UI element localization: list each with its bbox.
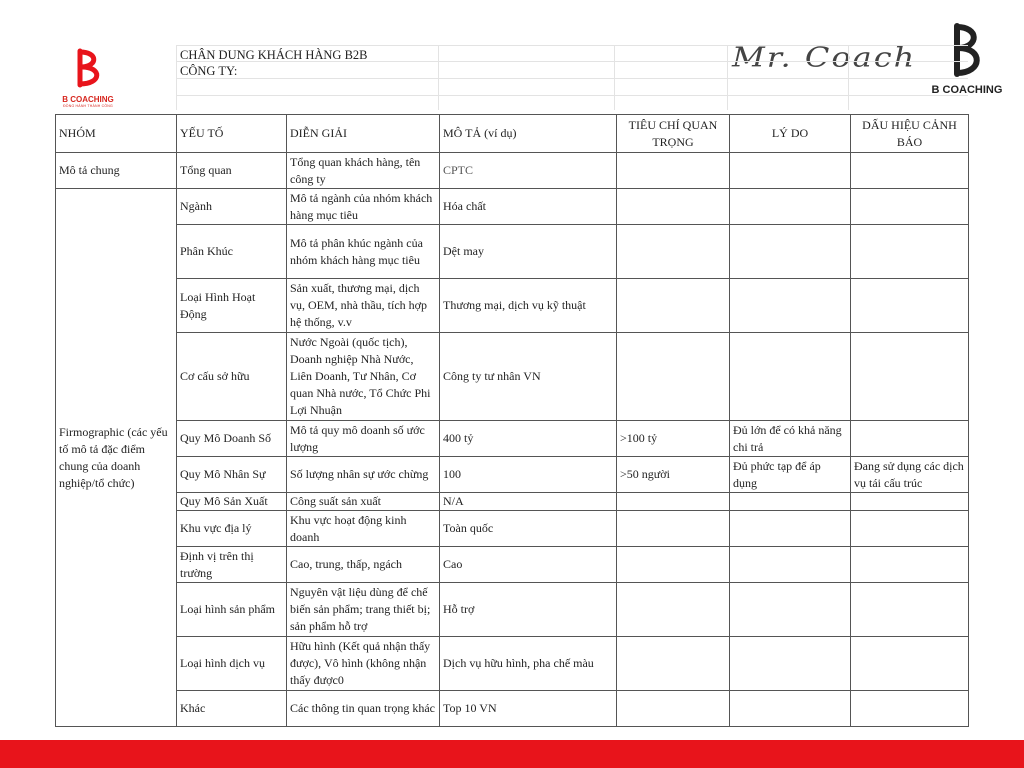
table-row <box>56 225 969 279</box>
cell-criteria <box>617 189 730 225</box>
cell-warning <box>851 691 969 727</box>
footer-red-bar <box>0 740 1024 768</box>
table-row <box>56 511 969 547</box>
cell-explanation: Nước Ngoài (quốc tịch), Doanh nghiệp Nhà Nước, Liên Doanh, Tư Nhân, Cơ quan Nhà nước, Tổ Chức Phi Lợi Nhuận <box>287 333 440 421</box>
cell-explanation: Công suất sản xuất <box>287 493 440 511</box>
cell-warning <box>851 583 969 637</box>
company-label: CÔNG TY: <box>180 64 238 78</box>
cell-warning <box>851 637 969 691</box>
cell-example: 100 <box>440 457 617 493</box>
cell-criteria <box>617 225 730 279</box>
cell-warning <box>851 225 969 279</box>
cell-example: Top 10 VN <box>440 691 617 727</box>
customer-profile-table <box>55 114 969 727</box>
cell-explanation: Mô tả quy mô doanh số ước lượng <box>287 421 440 457</box>
signature: Mr. Coach <box>732 41 917 74</box>
cell-reason <box>730 225 851 279</box>
cell-explanation: Mô tả ngành của nhóm khách hàng mục tiêu <box>287 189 440 225</box>
cell-criteria <box>617 637 730 691</box>
cell-example: Toàn quốc <box>440 511 617 547</box>
table-row <box>56 189 969 225</box>
cell-warning <box>851 421 969 457</box>
table-row <box>56 279 969 333</box>
cell-criteria: >50 người <box>617 457 730 493</box>
cell-example: Hóa chất <box>440 189 617 225</box>
cell-group: Mô tả chung <box>56 153 177 189</box>
cell-warning <box>851 547 969 583</box>
cell-criteria <box>617 153 730 189</box>
cell-reason <box>730 189 851 225</box>
col-header-criteria: TIÊU CHÍ QUAN TRỌNG <box>617 115 730 153</box>
cell-example: CPTC <box>440 153 617 189</box>
cell-factor: Cơ cấu sở hữu <box>177 333 287 421</box>
col-header-warning: DẤU HIỆU CẢNH BÁO <box>851 115 969 153</box>
cell-warning <box>851 279 969 333</box>
cell-reason <box>730 493 851 511</box>
col-header-reason: LÝ DO <box>730 115 851 153</box>
cell-warning <box>851 493 969 511</box>
cell-factor: Loại hình sản phẩm <box>177 583 287 637</box>
cell-example: N/A <box>440 493 617 511</box>
cell-warning <box>851 189 969 225</box>
cell-explanation: Mô tả phân khúc ngành của nhóm khách hàng mục tiêu <box>287 225 440 279</box>
table-row <box>56 547 969 583</box>
left-brand-tagline: ĐỒNG HÀNH THÀNH CÔNG <box>63 104 113 108</box>
cell-factor: Loại Hình Hoạt Động <box>177 279 287 333</box>
cell-criteria <box>617 511 730 547</box>
cell-factor: Loại hình dịch vụ <box>177 637 287 691</box>
table-row <box>56 457 969 493</box>
cell-explanation: Nguyên vật liệu dùng để chế biến sản phẩm; trang thiết bị; sản phẩm hỗ trợ <box>287 583 440 637</box>
cell-warning <box>851 153 969 189</box>
table-row <box>56 583 969 637</box>
col-header-group: NHÓM <box>56 115 177 153</box>
cell-example: Hỗ trợ <box>440 583 617 637</box>
cell-reason <box>730 279 851 333</box>
b-coaching-logo-icon <box>68 48 108 88</box>
cell-explanation: Sản xuất, thương mại, dịch vụ, OEM, nhà thầu, tích hợp hệ thống, v.v <box>287 279 440 333</box>
cell-example: Dệt may <box>440 225 617 279</box>
table-row-overview <box>56 153 969 189</box>
cell-criteria <box>617 279 730 333</box>
cell-criteria <box>617 493 730 511</box>
col-header-explanation: DIỄN GIẢI <box>287 115 440 153</box>
cell-reason: Đủ phức tạp để áp dụng <box>730 457 851 493</box>
cell-criteria <box>617 691 730 727</box>
cell-factor: Quy Mô Sản Xuất <box>177 493 287 511</box>
cell-reason <box>730 547 851 583</box>
col-header-factor: YẾU TỐ <box>177 115 287 153</box>
page-title: CHÂN DUNG KHÁCH HÀNG B2B <box>180 48 368 62</box>
cell-reason <box>730 583 851 637</box>
cell-explanation: Hữu hình (Kết quả nhận thấy được), Vô hình (không nhận thấy được0 <box>287 637 440 691</box>
table-row <box>56 691 969 727</box>
cell-reason <box>730 333 851 421</box>
cell-warning <box>851 511 969 547</box>
cell-explanation: Khu vực hoạt động kinh doanh <box>287 511 440 547</box>
cell-reason <box>730 511 851 547</box>
cell-reason <box>730 153 851 189</box>
cell-factor: Quy Mô Doanh Số <box>177 421 287 457</box>
cell-example: Thương mại, dịch vụ kỹ thuật <box>440 279 617 333</box>
cell-explanation: Cao, trung, thấp, ngách <box>287 547 440 583</box>
cell-factor: Khu vực địa lý <box>177 511 287 547</box>
table-row <box>56 421 969 457</box>
cell-example: Cao <box>440 547 617 583</box>
cell-reason <box>730 691 851 727</box>
cell-criteria <box>617 547 730 583</box>
col-header-example: MÔ TẢ (ví dụ) <box>440 115 617 153</box>
cell-explanation: Các thông tin quan trọng khác <box>287 691 440 727</box>
table-row <box>56 493 969 511</box>
cell-factor: Ngành <box>177 189 287 225</box>
cell-explanation: Số lượng nhân sự ước chừng <box>287 457 440 493</box>
cell-warning <box>851 333 969 421</box>
cell-reason: Đủ lớn để có khả năng chi trả <box>730 421 851 457</box>
table-header-row <box>56 115 969 153</box>
table-row <box>56 333 969 421</box>
cell-criteria <box>617 333 730 421</box>
cell-criteria: >100 tỷ <box>617 421 730 457</box>
b-coaching-logo-left <box>58 48 118 108</box>
cell-factor: Quy Mô Nhân Sự <box>177 457 287 493</box>
cell-group-firmographic: Firmographic (các yếu tố mô tả đặc điểm chung của doanh nghiệp/tổ chức) <box>56 189 177 727</box>
cell-factor: Khác <box>177 691 287 727</box>
cell-factor: Tổng quan <box>177 153 287 189</box>
cell-example: Công ty tư nhân VN <box>440 333 617 421</box>
cell-warning: Đang sử dụng các dịch vụ tái cấu trúc <box>851 457 969 493</box>
cell-factor: Định vị trên thị trường <box>177 547 287 583</box>
cell-reason <box>730 637 851 691</box>
table-row <box>56 637 969 691</box>
cell-criteria <box>617 583 730 637</box>
cell-explanation: Tổng quan khách hàng, tên công ty <box>287 153 440 189</box>
cell-factor: Phân Khúc <box>177 225 287 279</box>
cell-example: Dịch vụ hữu hình, pha chế màu <box>440 637 617 691</box>
cell-example: 400 tỷ <box>440 421 617 457</box>
right-brand-name: B COACHING <box>931 84 1003 96</box>
left-brand-name: B COACHING <box>62 95 114 104</box>
